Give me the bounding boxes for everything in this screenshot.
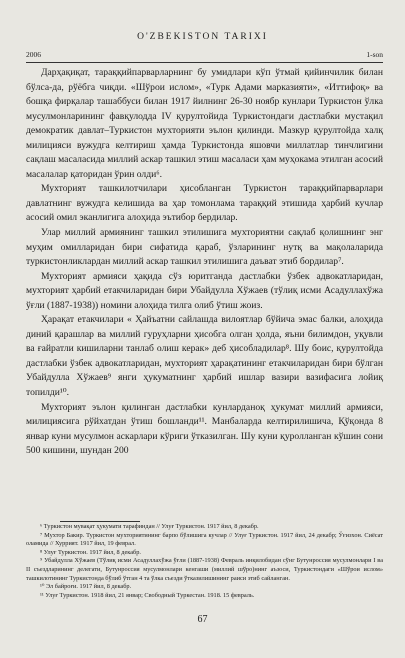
footnote-rule <box>60 521 140 522</box>
issue-label: 1-son <box>366 50 383 59</box>
footnote: ¹⁰ Эл байроғи. 1917 йил, 8 декабр. <box>40 583 132 591</box>
issue-line <box>26 50 383 62</box>
year-label: 2006 <box>26 50 41 59</box>
paragraph: Мухторият армияси ҳақида сўз юритганда дастлабки ўзбек адвокатларидан, мухторият ҳарбий етакчиларидан бири Убайдулла Хўжаев (тўлиқ исми Асадуллахўжа ўғли (1887-1938)) номини алоҳида тилга олиб ўтиш жоиз. <box>26 270 383 311</box>
running-title: O'ZBEKISTON TARIXI <box>137 32 268 42</box>
paragraph: Улар миллий армиянинг ташкил этилишига мухториятни сақлаб қолишнинг энг муҳим омилларидан бири сифатида қараб, ўзларининг нутқ ва мақолаларида туркистонликлардан миллий аскар ташкил этилишига даъват этиб бордилар⁷. <box>26 227 383 268</box>
paragraph: Дарҳақиқат, тараққийпарварларнинг бу умидлари кўп ўтмай қийинчилик билан бўлса-да, рўёбга чиқди. «Шўрои ислом», «Турк Адами марказияти», «Иттифоқ» ва бошқа фирқалар ташаббуси билан 1917 йилнинг 26-30 ноябр кунлари Туркистон ўлка мусулмонларининг фавқулодда IV қурултойида Туркистондаги дастлабки мустақил демократик давлат–Туркистон мухторияти эълон қилинди. Мазкур қурултойда халқ милицияси вужудга келтириш ҳамда Туркистонда яшовчи миллатлар тинчлигини сақлаш масаласида миллий аскар ташкил этиш масаласи ҳам муҳокама этилган асосий масалалар қаторидан ўрин олди⁶. <box>26 67 383 180</box>
footnotes <box>26 523 383 600</box>
page-number: 67 <box>197 614 208 625</box>
header-rule <box>26 62 383 63</box>
footnote: ⁸ Улуғ Туркистон. 1917 йил, 8 декабр. <box>40 548 141 556</box>
paragraph: Мухторият эълон қилинган дастлабки кунларданоқ ҳукумат миллий армияси, милициясига рўйхатдан ўтиш бошланди¹¹. Манбаларда келтирилишича, Қўқонда 8 январ куни мусулмон аскарлари кўриги ўтказилган. Шу куни қуролланган кўшин сони 500 кишини, шундан 200 <box>26 401 383 457</box>
footnote: ⁷ Мухтор Бакир. Туркистон мухториятининг барпо бўлишига кучлар // Улуғ Туркистон. 1917 йил, 24 декабр; Ўғизхон. Сиёсат оламида // Хуррият. 1917 йил, 19 феврал. <box>26 531 383 548</box>
paragraph: Мухторият ташкилотчилари ҳисобланган Туркистон тараққийпарварлари давлатнинг вужудга келишида ва ҳар томонлама тараққий этишида ҳарбий кучлар асосий омил эканлигига алоҳида эътибор бердилар. <box>26 183 383 224</box>
footnote: ⁶ Туркистон мувақат ҳукумати тарафиндан // Улуғ Туркистон. 1917 йил, 8 декабр. <box>40 523 259 530</box>
footnote: ¹¹ Улуғ Туркистон. 1918 йил, 21 январ; Свободный Туркестан. 1918. 15 февраль. <box>40 591 255 599</box>
article-body <box>26 66 383 459</box>
footnote: ⁹ Убайдулла Хўжаев (Тўлиқ исми Асадуллахўжа ўғли (1887-1938) Февраль инқилобидан сўнг Бутунроссия мусулмонлари I ва II съездларининг делегати, Бутунроссия мусулмонлари кенгаши (миллий шўро)нинг аъзоси, Туркистондаги «Шўрои ислом» ташкилотининг Туркистонда бўлиб ўтган 4 та ўлка съезди ўтказилишининг раиси этиб сайланган. <box>26 557 383 582</box>
paragraph: Ҳарақат етакчилари « Ҳайъатни сайлашда вилоятлар бўйича эмас балки, алоҳида диний қарашлар ва миллий гуруҳларни ҳисобга олган ҳолда, яъни билимдон, уқувли ва ғайратли кишиларни танлаб олиш керак» деб ҳисобладилар⁸. Шу боис, қурултойда дастлабки ўзбек адвокатларидан, мухторият ҳарақатининг етакчиларидан бири бўлган Убайдулла Хўжаев⁹ янги ҳукуматнинг ҳарбий ишлар вазири вазифасига лойиқ топилди¹⁰. <box>26 314 383 399</box>
